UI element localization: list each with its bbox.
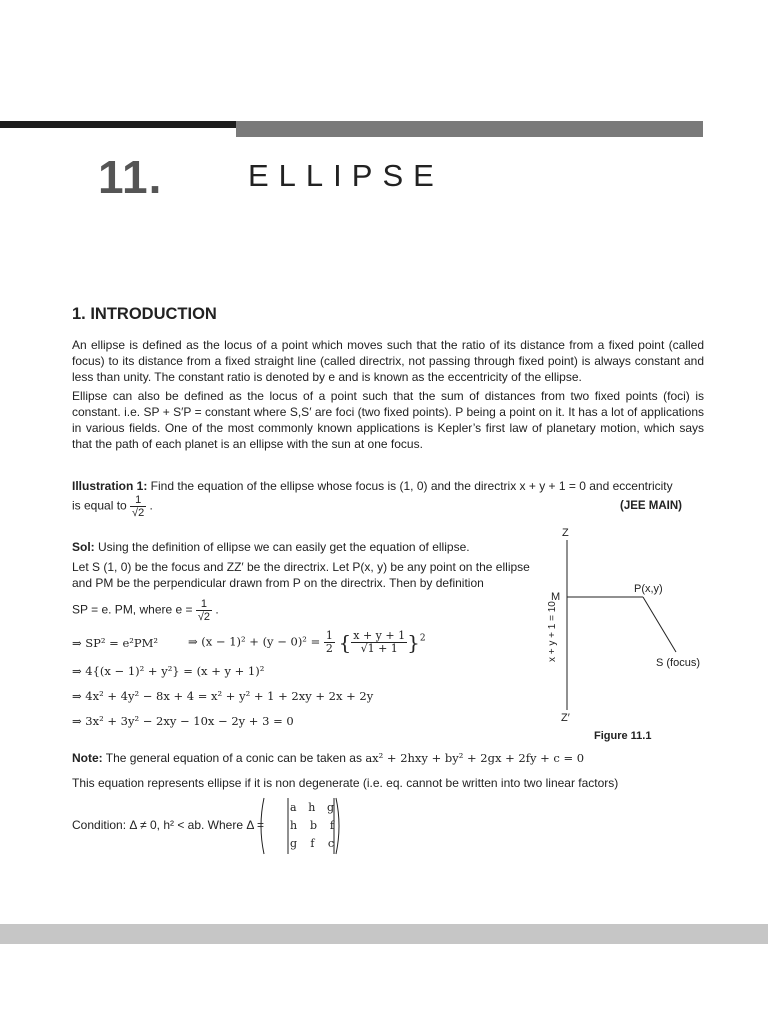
- footer-band: [0, 924, 768, 944]
- matrix-grid: [290, 799, 334, 853]
- matrix-cell: g: [290, 837, 298, 850]
- matrix-cell: c: [327, 837, 334, 850]
- illustration-text-2: is equal to: [72, 498, 127, 513]
- matrix-cell: h: [290, 819, 298, 832]
- matrix-cell: f: [329, 819, 334, 832]
- illustration-line-2: is equal to $\frac{1}{√2}$ .: [72, 494, 153, 519]
- matrix-cell: h: [308, 801, 316, 814]
- header-bar-dark: [0, 121, 236, 128]
- label-z-prime: Z′: [561, 712, 570, 724]
- label-s: S (focus): [656, 657, 701, 669]
- equation-4: ⇒ 3x² + 3y² − 2xy − 10x − 2y + 3 = 0: [72, 714, 294, 728]
- delta-matrix: [256, 796, 342, 856]
- matrix-row: [290, 799, 334, 817]
- solution-line-1: Sol: Using the definition of ellipse we can easily get the equation of ellipse.: [72, 540, 470, 554]
- solution-label: Sol:: [72, 540, 95, 554]
- note-label: Note:: [72, 751, 103, 765]
- illustration-text: Find the equation of the ellipse whose focus is (1, 0) and the directrix x + y + 1 = 0 and eccentricity: [147, 479, 673, 493]
- matrix-row: [290, 817, 334, 835]
- sp-definition: SP = e. PM, where e = $\frac{1}{√2}$ .: [72, 598, 219, 623]
- matrix-cell: g: [326, 801, 334, 814]
- ellipse-directrix-figure: [530, 520, 720, 730]
- conic-equation: ax² + 2hxy + by² + 2gx + 2fy + c = 0: [365, 751, 585, 765]
- eccentricity-fraction: $\frac{1}{√2}$: [132, 494, 145, 519]
- exam-tag: (JEE MAIN): [620, 500, 682, 512]
- matrix-cell: f: [310, 837, 315, 850]
- illustration-label: Illustration 1:: [72, 479, 148, 493]
- label-p: P(x,y): [634, 583, 663, 595]
- directrix-label: x + y + 1 = 10: [547, 601, 558, 662]
- label-m: M: [551, 591, 561, 603]
- note-line: Note: The general equation of a conic can be taken as ax² + 2hxy + by² + 2gx + 2fy + c = 0: [72, 751, 585, 765]
- equation-1b: ⇒ (x − 1)² + (y − 0)² = $\frac{1}{2}$ { $\frac{x + y + 1}{√1 + 1}$ }$^2$: [188, 629, 426, 655]
- matrix-cell: a: [290, 801, 297, 814]
- header-bar-grey: [236, 121, 703, 137]
- label-z: Z: [562, 527, 569, 539]
- intro-paragraph-1: An ellipse is defined as the locus of a point which moves such that the ratio of its distance from a fixed point (called focus) to its distance from a fixed straight line (called directrix, not passing through fixed point) is always constant and less than unity. The constant ratio is denoted by e and is known as the eccentricity of the ellipse.: [72, 338, 704, 384]
- chapter-title: ELLIPSE: [248, 158, 444, 193]
- chapter-number: 11.: [98, 151, 163, 203]
- sp-fraction: $\frac{1}{√2}$: [197, 598, 211, 623]
- matrix-cell: b: [309, 819, 318, 832]
- note-line-2: This equation represents ellipse if it is non degenerate (i.e. eq. cannot be written into two linear factors): [72, 776, 619, 790]
- matrix-row: [290, 835, 334, 853]
- section-heading: 1. INTRODUCTION: [72, 305, 217, 323]
- illustration-line: [72, 478, 673, 494]
- figure-caption: Figure 11.1: [594, 730, 652, 742]
- condition-line: Condition: Δ ≠ 0, h² < ab. Where Δ =: [72, 818, 265, 832]
- equation-3: ⇒ 4x² + 4y² − 8x + 4 = x² + y² + 1 + 2xy + 2x + 2y: [72, 689, 374, 703]
- distance-fraction: $\frac{x + y + 1}{√1 + 1}$: [353, 629, 406, 655]
- solution-line-3: and PM be the perpendicular drawn from P on the directrix. Then by definition: [72, 576, 484, 590]
- segment-ps: [643, 597, 676, 652]
- intro-paragraph-2: Ellipse can also be defined as the locus of a point such that the sum of distances from two fixed points (foci) is constant. i.e. SP + S′P = constant where S,S′ are foci (two fixed points). P being a point on it. It has a lot of applications in various fields. One of the most commonly known applications is Kepler’s first law of planetary motion, which says that the path of each planet is an ellipse with the sun at one focus.: [72, 389, 704, 451]
- solution-line-2: Let S (1, 0) be the focus and ZZ′ be the directrix. Let P(x, y) be any point on the ellipse: [72, 560, 530, 574]
- equation-2: ⇒ 4{(x − 1)² + y²} = (x + y + 1)²: [72, 664, 265, 678]
- equation-1a: ⇒ SP² = e²PM²: [72, 636, 159, 650]
